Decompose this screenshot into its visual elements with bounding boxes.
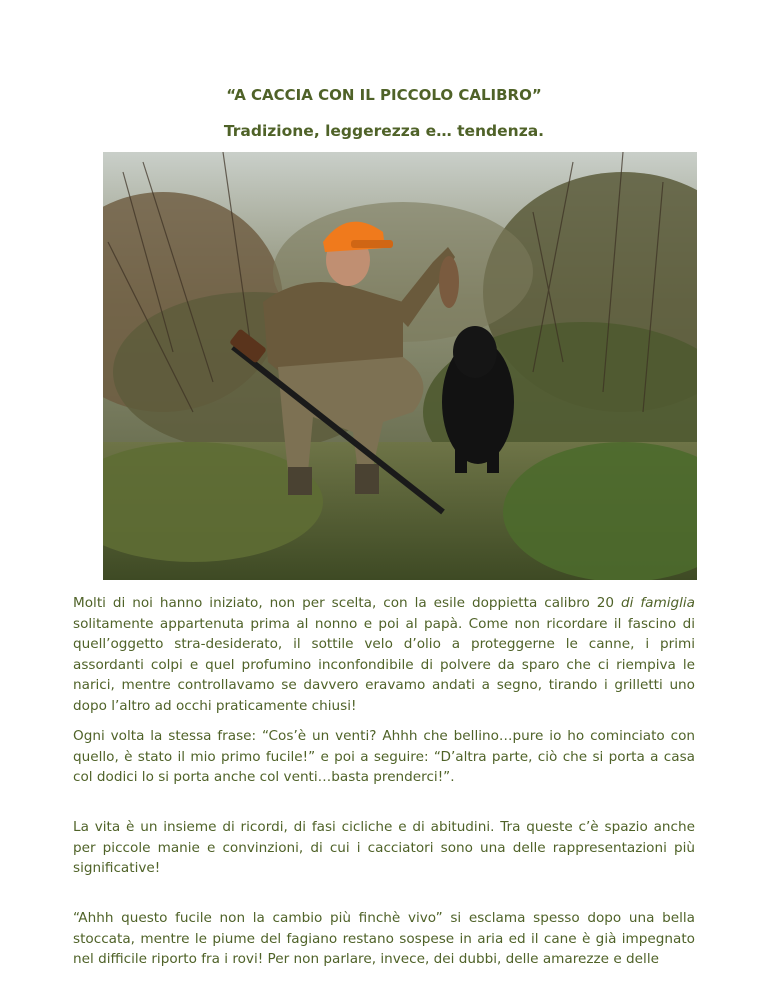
document-title: “A CACCIA CON IL PICCOLO CALIBRO”	[226, 86, 542, 104]
emphasis-text: di famiglia	[621, 595, 695, 611]
hunter-photo-illustration	[103, 152, 697, 580]
hunter-photo	[103, 152, 697, 580]
document-subtitle: Tradizione, leggerezza e… tendenza.	[223, 122, 545, 140]
paragraph-3: La vita è un insieme di ricordi, di fasi cicliche e di abitudini. Tra queste c’è spazio anche per piccole manie e convinzioni, di cui i cacciatori sono una delle rappresentazioni più significative!	[73, 819, 695, 877]
paragraph-1: Molti di noi hanno iniziato, non per scelta, con la esile doppietta calibro 20 di famiglia solitamente appartenuta prima al nonno e poi al papà. Come non ricordare il fascino di quell’oggetto stra-desiderato, il sottile velo d’olio a proteggerne le canne, i primi assordanti colpi e quel profumino inconfondibile di polvere da sparo che ci riempiva le narici, mentre controllavamo se davvero eravamo andati a segno, tirando i grilletti uno dopo l’altro ad occhi praticamente chiusi!	[73, 595, 695, 714]
paragraph-4: “Ahhh questo fucile non la cambio più finchè vivo” si esclama spesso dopo una bella stoccata, mentre le piume del fagiano restano sospese in aria ed il cane è già impegnato nel difficile riporto fra i rovi! Per non parlare, invece, dei dubbi, delle amarezze e delle	[73, 910, 695, 968]
paragraph-2: Ogni volta la stessa frase: “Cos’è un venti? Ahhh che bellino…pure io ho cominciato con quello, è stato il mio primo fucile!” e poi a seguire: “D’altra parte, ciò che si porta a casa col dodici lo si porta anche col venti…basta prenderci!”.	[73, 728, 695, 786]
